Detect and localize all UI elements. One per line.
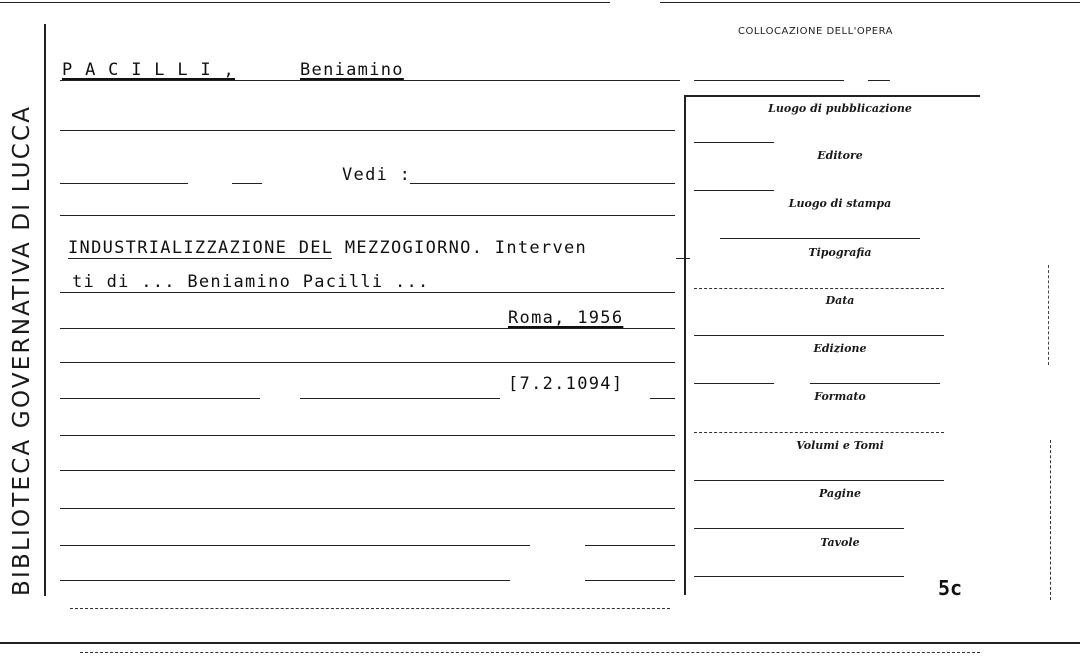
place-date: Roma, 1956 (508, 308, 624, 328)
left-margin-rule (44, 24, 46, 596)
right-edge-mark-upper (1048, 265, 1049, 365)
field-rule-9 (694, 528, 904, 529)
collocation-box-top (684, 95, 980, 97)
field-printer: Tipografia (808, 246, 872, 259)
title-line-1: INDUSTRIALIZZAZIONE DEL MEZZOGIORNO. Interven (68, 238, 588, 258)
title-underline-1 (68, 258, 332, 259)
field-pages: Pagine (819, 487, 861, 500)
blank-rule-8 (60, 580, 510, 581)
inventory-rule-c (650, 398, 675, 399)
title-rule-1b (676, 258, 690, 259)
collocation-box-left-edge (684, 95, 686, 595)
see-rule-c (410, 183, 675, 184)
library-stamp: BIBLIOTECA GOVERNATIVA DI LUCCA (9, 104, 35, 596)
field-place-of-publication: Luogo di pubblicazione (768, 102, 912, 115)
see-label: Vedi : (342, 165, 412, 185)
field-rule-6 (694, 383, 774, 384)
field-place-of-printing: Luogo di stampa (788, 197, 892, 210)
inventory-number: [7.2.1094] (508, 374, 624, 394)
blank-rule-7b (585, 545, 675, 546)
field-rule-6b (810, 383, 940, 384)
see-rule-b (232, 183, 262, 184)
title-rule-2 (60, 292, 675, 293)
collocation-header: COLLOCAZIONE DELL'OPERA (738, 26, 893, 37)
blank-rule-2 (60, 215, 675, 216)
field-volumes: Volumi e Tomi (796, 439, 884, 452)
field-rule-7 (694, 432, 944, 433)
top-edge-line (0, 2, 610, 3)
field-rule-10 (694, 576, 904, 577)
bottom-edge-line (0, 642, 1080, 644)
field-rule-1 (694, 142, 774, 143)
field-format: Formato (814, 390, 866, 403)
field-rule-5 (694, 335, 944, 336)
bottom-edge-line-2 (80, 652, 980, 653)
place-rule (60, 328, 675, 329)
author-surname: P A C I L L I , (62, 60, 236, 80)
blank-rule-8b (585, 580, 675, 581)
blank-rule-7 (60, 545, 530, 546)
author-rule-end (868, 80, 890, 81)
field-publisher: Editore (817, 149, 863, 162)
inventory-rule-b (300, 398, 500, 399)
blank-rule-1 (60, 130, 675, 131)
blank-rule-3 (60, 362, 675, 363)
blank-rule-5 (60, 470, 675, 471)
field-rule-4 (694, 288, 944, 289)
field-rule-3 (720, 238, 920, 239)
field-rule-2 (694, 190, 774, 191)
inventory-rule-a (60, 398, 260, 399)
blank-rule-9 (70, 608, 670, 609)
top-edge-line-right (660, 2, 1080, 3)
blank-rule-6 (60, 508, 675, 509)
blank-rule-4 (60, 435, 675, 436)
field-date: Data (825, 294, 855, 307)
field-plates: Tavole (820, 536, 860, 549)
right-edge-mark (1050, 440, 1051, 600)
author-rule-right (694, 80, 844, 81)
field-edition: Edizione (813, 342, 867, 355)
title-line-2: ti di ... Beniamino Pacilli ... (72, 272, 430, 292)
page-mark: 5c (938, 576, 963, 600)
author-forename: Beniamino (300, 60, 404, 80)
see-rule-a (60, 183, 188, 184)
field-rule-8 (694, 480, 944, 481)
author-rule (60, 80, 680, 81)
